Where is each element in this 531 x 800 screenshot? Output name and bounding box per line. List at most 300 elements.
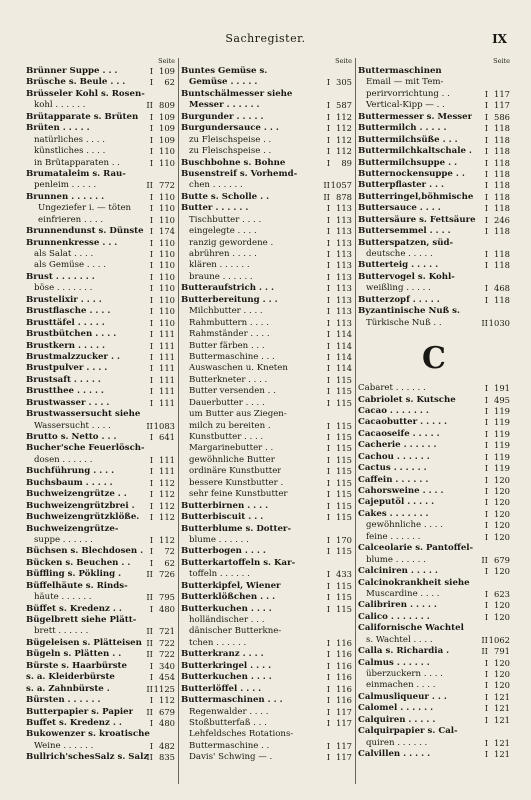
index-entry	[26, 718, 175, 729]
entry-term: Butter . . . . . .	[181, 203, 249, 214]
entry-term: s. Wachtel . . . .	[366, 634, 433, 645]
entry-volume: I	[484, 123, 488, 134]
entry-page: 118	[494, 226, 510, 237]
entry-volume: I	[484, 111, 488, 122]
entry-term: um Butter aus Ziegen-	[189, 409, 287, 420]
entry-term: Bücken s. Beuchen . .	[26, 557, 131, 568]
entry-term: Byzantinische Nuß s.	[358, 306, 460, 317]
column-heading-seite: Seite	[335, 57, 352, 65]
index-entry	[358, 306, 510, 317]
index-entry	[26, 478, 175, 489]
entry-term: Cahorsweine . . . .	[358, 486, 444, 496]
entry-term: Butterkneter . . . .	[189, 374, 268, 385]
entry-volume: I	[484, 417, 488, 428]
entry-volume: I	[326, 214, 330, 225]
entry-volume: I	[326, 77, 330, 88]
entry-term: holländischer . . .	[189, 615, 265, 625]
entry-term: kohl . . . . . .	[34, 100, 86, 111]
entry-volume: I	[326, 340, 330, 351]
entry-term: braune . . . . . .	[189, 271, 253, 282]
entry-volume: I	[149, 306, 153, 317]
entry-term: abrühren . . . . .	[189, 249, 257, 259]
entry-volume: I	[149, 77, 153, 88]
entry-page: 115	[336, 454, 352, 465]
entry-term: Butterpapier s. Papier	[26, 706, 134, 717]
index-entry	[26, 146, 175, 157]
index-entry	[181, 581, 352, 592]
entry-page: 62	[164, 77, 175, 88]
entry-page: 72	[164, 546, 175, 557]
entry-page: 1030	[488, 317, 510, 328]
index-entry	[358, 226, 510, 237]
entry-volume: I	[484, 486, 488, 496]
entry-page: 120	[494, 520, 510, 531]
entry-page: 114	[336, 329, 352, 340]
entry-volume: I	[326, 637, 330, 648]
entry-term: Buttersauce . . . .	[358, 203, 441, 214]
index-entry	[26, 626, 175, 637]
entry-volume: I	[484, 405, 488, 416]
entry-volume: I	[326, 420, 330, 431]
entry-term: Buchführung . . . .	[26, 466, 115, 477]
running-title: Sachregister.	[225, 32, 306, 45]
entry-volume: I	[484, 157, 488, 168]
entry-term: Bürsten . . . . . .	[26, 695, 101, 706]
entry-page: 115	[336, 580, 352, 591]
entry-page: 191	[494, 383, 510, 394]
index-entry	[181, 89, 352, 100]
entry-page: 112	[159, 695, 175, 706]
entry-page: 120	[494, 497, 510, 508]
index-entry	[181, 489, 352, 500]
entry-volume: I	[149, 695, 153, 706]
entry-term: Weine . . . . . .	[34, 740, 94, 751]
index-entry	[26, 295, 175, 306]
entry-page: 115	[336, 420, 352, 431]
entry-term: Butterbirnen . . . .	[181, 500, 269, 511]
index-entry	[181, 398, 352, 409]
entry-term: Calcinokrankheit siehe	[358, 577, 470, 588]
index-entry	[26, 443, 175, 454]
entry-page: 305	[336, 77, 352, 88]
entry-page: 118	[494, 191, 510, 202]
entry-page: 115	[336, 443, 352, 454]
entry-term: Wassersucht . . . .	[34, 420, 111, 431]
index-entry	[181, 123, 352, 134]
index-entry	[181, 592, 352, 603]
entry-volume: I	[326, 477, 330, 488]
entry-page: 112	[159, 534, 175, 545]
entry-term: Brüsche s. Beule . . .	[26, 77, 126, 88]
entry-volume: I	[149, 512, 153, 523]
index-entry	[181, 638, 352, 649]
index-entry	[26, 260, 175, 271]
entry-volume: I	[484, 566, 488, 577]
entry-term: Buttermaschine . .	[189, 740, 270, 751]
entry-term: Bügeleisen s. Plätteisen	[26, 637, 142, 648]
index-entry	[181, 432, 352, 443]
index-entry	[358, 520, 510, 531]
entry-term: Bukowenzer s. kroatische	[26, 729, 150, 740]
index-entry	[181, 386, 352, 397]
entry-term: sehr feine Kunstbutter	[189, 489, 288, 500]
entry-term: Butte s. Scholle . .	[181, 191, 270, 202]
entry-term: gewöhnliche Butter	[189, 454, 275, 465]
entry-page: 115	[336, 603, 352, 614]
entry-volume: II	[146, 420, 153, 431]
entry-term: zu Fleischspeise . .	[189, 146, 272, 157]
entry-volume: II	[146, 752, 153, 763]
entry-volume: I	[149, 500, 153, 511]
entry-volume: I	[326, 717, 330, 728]
entry-page: 118	[494, 168, 510, 179]
index-entry	[181, 649, 352, 660]
entry-term: überzuckern . . . .	[366, 669, 443, 679]
entry-term: Bullrich'schesSalz s. Salz	[26, 752, 149, 763]
entry-page: 117	[494, 100, 510, 111]
entry-volume: I	[149, 317, 153, 328]
index-entry	[26, 249, 175, 260]
entry-volume: I	[326, 672, 330, 683]
entry-page: 115	[336, 466, 352, 477]
entry-term: feine . . . . . .	[366, 531, 421, 542]
entry-page: 1062	[488, 634, 510, 645]
entry-page: 109	[159, 66, 175, 76]
entry-page: 482	[159, 740, 175, 751]
entry-page: 772	[159, 180, 175, 191]
entry-volume: I	[484, 611, 488, 622]
index-entry	[181, 524, 352, 535]
index-entry	[181, 249, 352, 260]
entry-page: 110	[159, 271, 175, 282]
index-entry	[358, 260, 510, 271]
index-entry	[181, 512, 352, 523]
entry-term: Buttermilchsüße . . .	[358, 134, 458, 145]
entry-page: 113	[336, 271, 352, 282]
entry-term: blume . . . . . .	[366, 554, 426, 565]
entry-page: 679	[494, 554, 510, 565]
entry-term: Buttersäure s. Fettsäure	[358, 214, 476, 225]
entry-term: Brünner Suppe . . .	[26, 66, 118, 76]
entry-page: 116	[336, 695, 352, 706]
index-entry	[26, 729, 175, 740]
entry-volume: I	[326, 489, 330, 500]
entry-term: Cacao . . . . . . .	[358, 405, 429, 416]
entry-term: Bügelbrett siehe Plätt-	[26, 615, 137, 625]
index-entry	[26, 123, 175, 134]
entry-page: 722	[159, 649, 175, 660]
column-heading-seite: Seite	[158, 57, 175, 65]
entry-term: Buntschälmesser siehe	[181, 88, 293, 99]
entry-term: Bucher'sche Feuerlösch-	[26, 443, 145, 454]
entry-page: 118	[494, 203, 510, 214]
entry-page: 721	[159, 626, 175, 637]
entry-page: 111	[159, 454, 175, 465]
index-entry	[181, 558, 352, 569]
index-entry	[26, 707, 175, 718]
entry-page: 112	[336, 134, 352, 145]
entry-page: 118	[494, 249, 510, 259]
entry-volume: I	[149, 489, 153, 500]
index-entry	[181, 306, 352, 317]
index-entry	[26, 638, 175, 649]
entry-term: chen . . . . . .	[189, 180, 243, 191]
index-entry	[26, 100, 175, 111]
entry-page: 110	[159, 249, 175, 259]
entry-page: 120	[494, 669, 510, 679]
entry-page: 119	[494, 417, 510, 428]
index-entry	[181, 535, 352, 546]
entry-term: klären . . . . . .	[189, 260, 250, 271]
entry-page: 120	[494, 531, 510, 542]
index-entry	[26, 180, 175, 191]
index-entry	[26, 512, 175, 523]
index-entry	[358, 589, 510, 600]
index-entry	[358, 635, 510, 646]
index-entry	[181, 238, 352, 249]
index-entry	[26, 455, 175, 466]
entry-term: Butterkuchen . . . .	[181, 603, 272, 614]
index-entry	[358, 749, 510, 760]
entry-page: 722	[159, 637, 175, 648]
index-entry	[181, 626, 352, 637]
entry-volume: I	[149, 66, 153, 76]
index-entry	[181, 752, 352, 763]
index-entry	[358, 135, 510, 146]
entry-volume: II	[146, 100, 153, 111]
entry-term: deutsche . . . . .	[366, 249, 433, 259]
index-entry	[181, 729, 352, 740]
index-entry	[358, 123, 510, 134]
index-entry	[358, 417, 510, 428]
entry-page: 115	[336, 386, 352, 397]
entry-term: Cabriolet s. Kutsche	[358, 394, 456, 405]
entry-term: Brustkern . . . . .	[26, 340, 105, 351]
index-entry	[26, 318, 175, 329]
index-entry	[358, 543, 510, 554]
entry-page: 118	[494, 146, 510, 157]
entry-term: Büffling s. Pökling .	[26, 569, 122, 580]
entry-page: 454	[159, 672, 175, 683]
index-entry	[181, 466, 352, 477]
index-entry	[181, 421, 352, 432]
entry-page: 119	[494, 440, 510, 451]
entry-volume: I	[484, 497, 488, 508]
index-entry	[181, 375, 352, 386]
entry-volume: I	[326, 374, 330, 385]
entry-term: Buttermaschinen	[358, 66, 442, 76]
entry-page: 118	[494, 123, 510, 134]
index-entry	[358, 77, 510, 88]
entry-page: 121	[494, 703, 510, 714]
index-entry	[26, 238, 175, 249]
entry-page: 1083	[153, 420, 175, 431]
index-entry	[358, 680, 510, 691]
entry-page: 113	[336, 306, 352, 317]
entry-volume: I	[326, 306, 330, 317]
entry-page: 118	[494, 180, 510, 191]
entry-volume: I	[484, 249, 488, 259]
index-entry	[26, 524, 175, 535]
entry-term: Butterkuchen . . . .	[181, 672, 272, 683]
index-entry	[26, 581, 175, 592]
entry-volume: I	[484, 146, 488, 157]
entry-term: Auswaschen u. Kneten	[189, 363, 288, 374]
entry-term: Californische Wachtel	[358, 623, 464, 634]
entry-term: Buntes Gemüse s.	[181, 66, 268, 76]
index-entry	[358, 406, 510, 417]
entry-volume: I	[326, 134, 330, 145]
entry-page: 495	[494, 394, 510, 405]
entry-volume: I	[326, 237, 330, 248]
entry-page: 115	[336, 397, 352, 408]
entry-term: tchen . . . . . .	[189, 637, 247, 648]
entry-volume: I	[149, 157, 153, 168]
index-entry	[358, 452, 510, 463]
index-entry	[181, 352, 352, 363]
entry-page: 115	[336, 512, 352, 523]
entry-volume: I	[484, 508, 488, 519]
entry-page: 110	[159, 317, 175, 328]
entry-page: 89	[341, 157, 352, 168]
index-entry	[26, 341, 175, 352]
entry-page: 118	[494, 134, 510, 145]
index-entry	[181, 272, 352, 283]
entry-page: 468	[494, 283, 510, 294]
entry-page: 623	[494, 588, 510, 599]
entry-volume: I	[326, 752, 330, 763]
entry-page: 679	[159, 706, 175, 717]
entry-page: 113	[336, 226, 352, 237]
entry-volume: I	[326, 569, 330, 580]
index-column-3	[358, 56, 510, 761]
entry-term: Butternockensuppe . .	[358, 168, 465, 179]
entry-page: 120	[494, 508, 510, 519]
entry-page: 111	[159, 340, 175, 351]
entry-page: 120	[494, 657, 510, 668]
entry-page: 809	[159, 100, 175, 111]
entry-term: Cabaret . . . . . .	[358, 383, 426, 394]
index-entry	[181, 112, 352, 123]
entry-page: 110	[159, 237, 175, 248]
entry-term: Ungeziefer i. — töten	[38, 203, 132, 214]
entry-term: perirvorrichtung . .	[366, 88, 450, 99]
index-entry	[358, 440, 510, 451]
index-entry	[26, 604, 175, 615]
entry-term: Lehfeldsches Rotations-	[189, 729, 294, 740]
entry-volume: II	[146, 569, 153, 580]
index-column-2	[181, 56, 352, 764]
index-entry	[26, 386, 175, 397]
entry-page: 119	[494, 405, 510, 416]
entry-page: 62	[164, 557, 175, 568]
entry-page: 113	[336, 317, 352, 328]
entry-volume: I	[484, 680, 488, 691]
entry-term: quiren . . . . . .	[366, 737, 428, 748]
entry-term: Buchweizengrütze-	[26, 523, 119, 534]
entry-volume: II	[146, 626, 153, 637]
index-entry	[358, 566, 510, 577]
index-entry	[181, 215, 352, 226]
entry-volume: I	[149, 271, 153, 282]
entry-term: Butterringel,böhmische	[358, 191, 474, 202]
index-entry	[358, 203, 510, 214]
entry-page: 791	[494, 646, 510, 657]
entry-page: 112	[159, 512, 175, 523]
index-entry	[181, 77, 352, 88]
index-entry	[358, 249, 510, 260]
entry-page: 120	[494, 474, 510, 485]
entry-term: Calmusliqueur . . .	[358, 691, 447, 702]
entry-term: zu Fleischspeise . .	[189, 134, 272, 145]
entry-page: 110	[159, 294, 175, 305]
entry-volume: I	[149, 226, 153, 237]
entry-page: 113	[336, 237, 352, 248]
column-heading-seite: Seite	[493, 57, 510, 65]
index-entry	[358, 738, 510, 749]
index-entry	[181, 455, 352, 466]
entry-volume: I	[326, 397, 330, 408]
entry-term: Caffein . . . . . .	[358, 474, 429, 485]
entry-term: Butterteig . . . . .	[358, 260, 439, 271]
entry-term: Rahmständer . . . .	[189, 329, 270, 340]
index-entry	[358, 180, 510, 191]
entry-volume: I	[326, 294, 330, 305]
index-entry	[358, 692, 510, 703]
index-entry	[358, 475, 510, 486]
entry-volume: I	[326, 203, 330, 214]
entry-term: ranzig gewordene .	[189, 237, 274, 248]
index-entry	[26, 306, 175, 317]
index-entry	[26, 283, 175, 294]
index-entry	[181, 478, 352, 489]
index-entry	[358, 726, 510, 737]
entry-volume: I	[326, 534, 330, 545]
index-entry	[26, 615, 175, 626]
index-entry	[358, 623, 510, 634]
entry-term: Margarinebutter . .	[189, 443, 274, 454]
entry-page: 119	[494, 428, 510, 439]
index-column-1	[26, 56, 175, 764]
entry-page: 113	[336, 203, 352, 214]
entry-page: 110	[159, 260, 175, 271]
entry-volume: I	[326, 580, 330, 591]
entry-term: Messer . . . . . .	[189, 100, 260, 111]
entry-volume: I	[326, 317, 330, 328]
index-entry	[26, 546, 175, 557]
entry-page: 113	[336, 283, 352, 294]
entry-volume: I	[326, 683, 330, 694]
entry-volume: I	[326, 249, 330, 259]
index-entry	[181, 695, 352, 706]
entry-page: 109	[159, 134, 175, 145]
entry-term: Buttermesser s. Messer	[358, 111, 473, 122]
entry-page: 110	[159, 146, 175, 157]
entry-page: 112	[159, 500, 175, 511]
entry-page: 116	[336, 649, 352, 660]
entry-page: 111	[159, 363, 175, 374]
index-entry	[181, 409, 352, 420]
index-entry	[358, 669, 510, 680]
entry-volume: II	[481, 634, 488, 645]
entry-volume: I	[326, 260, 330, 271]
index-entry	[358, 600, 510, 611]
entry-term: böse . . . . . . .	[34, 283, 93, 294]
entry-page: 340	[159, 660, 175, 671]
entry-page: 1057	[330, 180, 352, 191]
entry-term: s. a. Kleiderbürste	[26, 672, 115, 683]
index-entry	[358, 283, 510, 294]
